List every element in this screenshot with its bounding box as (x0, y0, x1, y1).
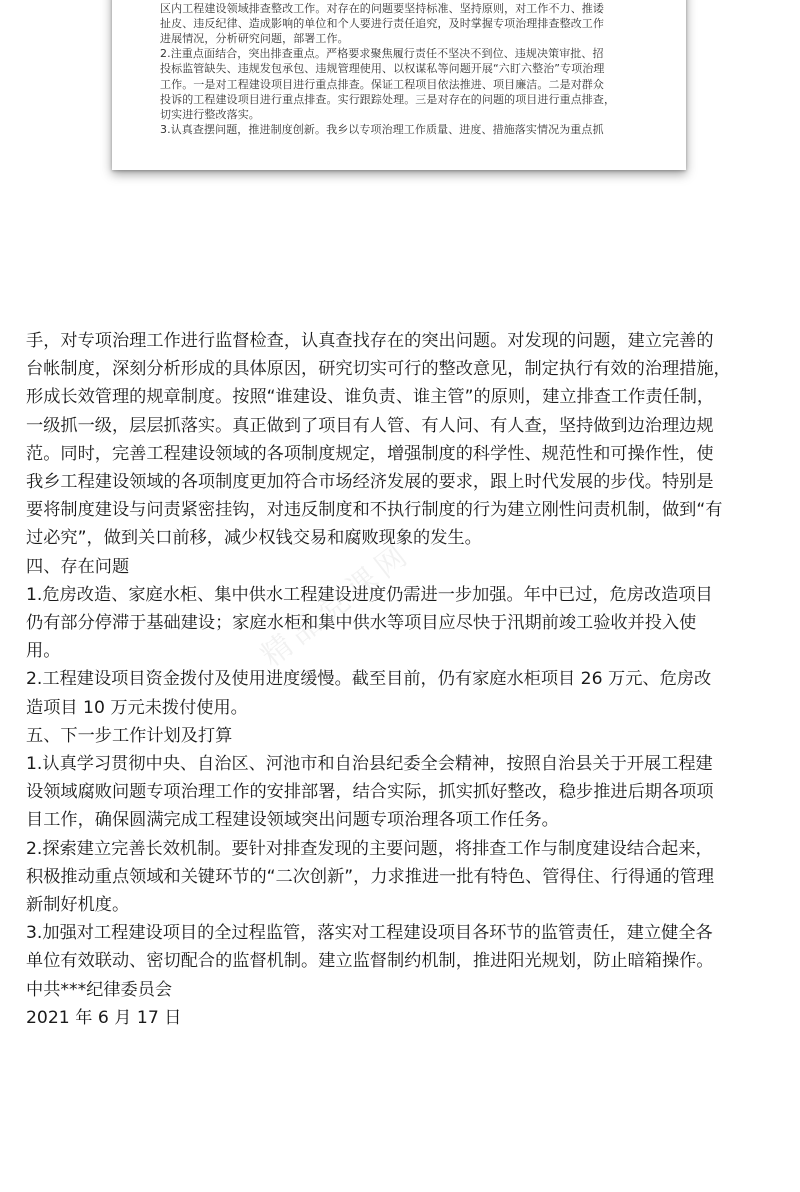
body-line: 手，对专项治理工作进行监督检查，认真查找存在的突出问题。对发现的问题，建立完善的 (26, 331, 714, 351)
preview-line: 3.认真查摆问题，推进制度创新。我乡以专项治理工作质量、进度、措施落实情况为重点抓 (160, 122, 604, 136)
preview-line: 扯皮、违反纪律、造成影响的单位和个人要进行责任追究，及时掌握专项治理排查整改工作 (160, 17, 604, 31)
signature-date: 2021 年 6 月 17 日 (26, 1007, 182, 1028)
preview-text-block (160, 0, 660, 137)
body-line: 我乡工程建设领域的各项制度更加符合市场经济发展的要求，跟上时代发展的步伐。特别是 (26, 472, 714, 493)
section-heading-next-steps: 五、下一步工作计划及打算 (26, 725, 233, 746)
body-line: 要将制度建设与问责紧密挂钩，对违反制度和不执行制度的行为建立刚性问责机制，做到“有 (26, 500, 723, 521)
preview-line: 2.注重点面结合，突出排查重点。严格要求聚焦履行责任不坚决不到位、违规决策审批、招 (160, 47, 604, 61)
body-line: 新制好机度。 (26, 895, 130, 916)
body-line: 台帐制度，深刻分析形成的具体原因，研究切实可行的整改意见，制定执行有效的治理措施， (26, 359, 731, 380)
page-preview-card (112, 0, 686, 170)
signature-organization: 中共***纪律委员会 (26, 979, 173, 1000)
preview-line: 投标监管缺失、违规发包承包、违规管理使用、以权谋私等问题开展“六盯六整治”专项治理 (160, 62, 605, 76)
body-line: 一级抓一级，层层抓落实。真正做到了项目有人管、有人问、有人查，坚持做到边治理边规 (26, 415, 714, 436)
body-line: 积极推动重点领域和关键环节的“二次创新”，力求推进一批有特色、管得住、行得通的管理 (26, 866, 715, 887)
body-line: 单位有效联动、密切配合的监督机制。建立监督制约机制，推进阳光规划，防止暗箱操作。 (26, 951, 714, 972)
body-line: 目工作，确保圆满完成工程建设领域突出问题专项治理各项工作任务。 (26, 810, 559, 831)
body-line: 2.工程建设项目资金拨付及使用进度缓慢。截至目前，仍有家庭水柜项目 26 万元、危房改 (26, 669, 712, 690)
body-line: 3.加强对工程建设项目的全过程监管，落实对工程建设项目各环节的监管责任，建立健全各 (26, 923, 713, 944)
body-line: 过必究”，做到关口前移，减少权钱交易和腐败现象的发生。 (26, 528, 482, 549)
preview-line: 工作。一是对工程建设项目进行重点排查。保证工程项目依法推进、项目廉洁。二是对群众 (160, 77, 604, 91)
body-line: 设领域腐败问题专项治理工作的安排部署，结合实际，抓实抓好整改，稳步推进后期各项项 (26, 782, 714, 803)
preview-line: 投诉的工程建设项目进行重点排查。实行跟踪处理。三是对存在的问题的项目进行重点排查， (160, 92, 616, 106)
body-line: 1.认真学习贯彻中央、自治区、河池市和自治县纪委全会精神，按照自治县关于开展工程建 (26, 754, 713, 775)
preview-line: 切实进行整改落实。 (160, 107, 260, 121)
body-line: 仍有部分停滞于基础建设；家庭水柜和集中供水等项目应尽快于汛期前竣工验收并投入使 (26, 613, 697, 634)
body-line: 形成长效管理的规章制度。按照“谁建设、谁负责、谁主管”的原则，建立排查工作责任制， (26, 387, 715, 408)
preview-line: 区内工程建设领域排查整改工作。对存在的问题要坚持标准、坚持原则，对工作不力、推诿 (160, 2, 604, 16)
watermark-text: 精品党课网 (254, 535, 419, 674)
preview-line: 进展情况，分析研究问题，部署工作。 (160, 32, 349, 46)
body-line: 1.危房改造、家庭水柜、集中供水工程建设进度仍需进一步加强。年中已过，危房改造项目 (26, 584, 713, 605)
body-line: 范。同时，完善工程建设领域的各项制度规定，增强制度的科学性、规范性和可操作性，使 (26, 443, 714, 464)
section-heading-issues: 四、存在问题 (26, 556, 130, 577)
body-line: 2.探索建立完善长效机制。要针对排查发现的主要问题，将排查工作与制度建设结合起来， (26, 838, 713, 859)
body-line: 用。 (26, 641, 61, 662)
body-line: 造项目 10 万元未拨付使用。 (26, 697, 248, 718)
document-body (26, 327, 778, 1032)
